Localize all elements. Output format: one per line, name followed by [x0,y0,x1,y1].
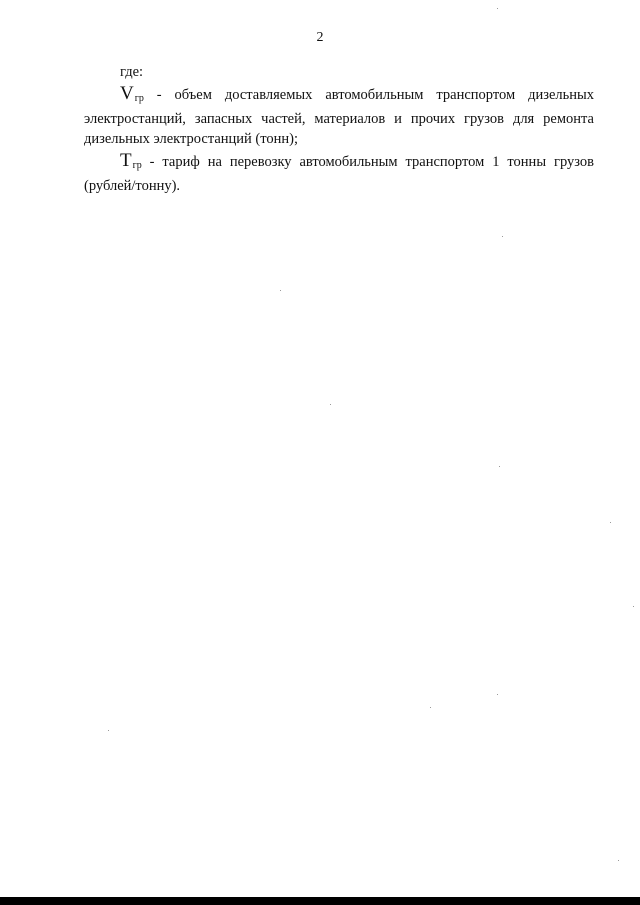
formula-symbol [120,150,142,171]
document-body [84,62,594,198]
page-number: 2 [316,30,324,45]
scan-speck [497,694,498,695]
scan-speck [633,606,634,607]
formula-symbol [120,83,144,104]
scan-speck [499,466,500,467]
scan-edge-bar [0,897,640,905]
scan-speck [430,707,431,708]
scan-speck [330,404,331,405]
scan-speck [497,8,498,9]
intro-text: где: [120,64,144,80]
definition-volume [84,84,594,149]
definition-text: - объем доставляемых автомобильным транспортом дизельных электростанций, запасных частей, материалов и прочих грузов для ремонта дизельных электростанций (тонн); [84,87,594,147]
scan-speck [610,522,611,523]
symbol-letter: V [120,83,134,104]
definition-tariff [84,151,594,196]
symbol-letter: Т [120,150,132,171]
scan-speck [280,290,281,291]
symbol-subscript: гр [132,160,142,171]
definition-text: - тариф на перевозку автомобильным транспортом 1 тонны грузов (рублей/тонну). [84,154,594,194]
scan-speck [618,860,619,861]
scan-speck [502,236,503,237]
symbol-subscript: гр [134,93,144,104]
scan-speck [108,730,109,731]
